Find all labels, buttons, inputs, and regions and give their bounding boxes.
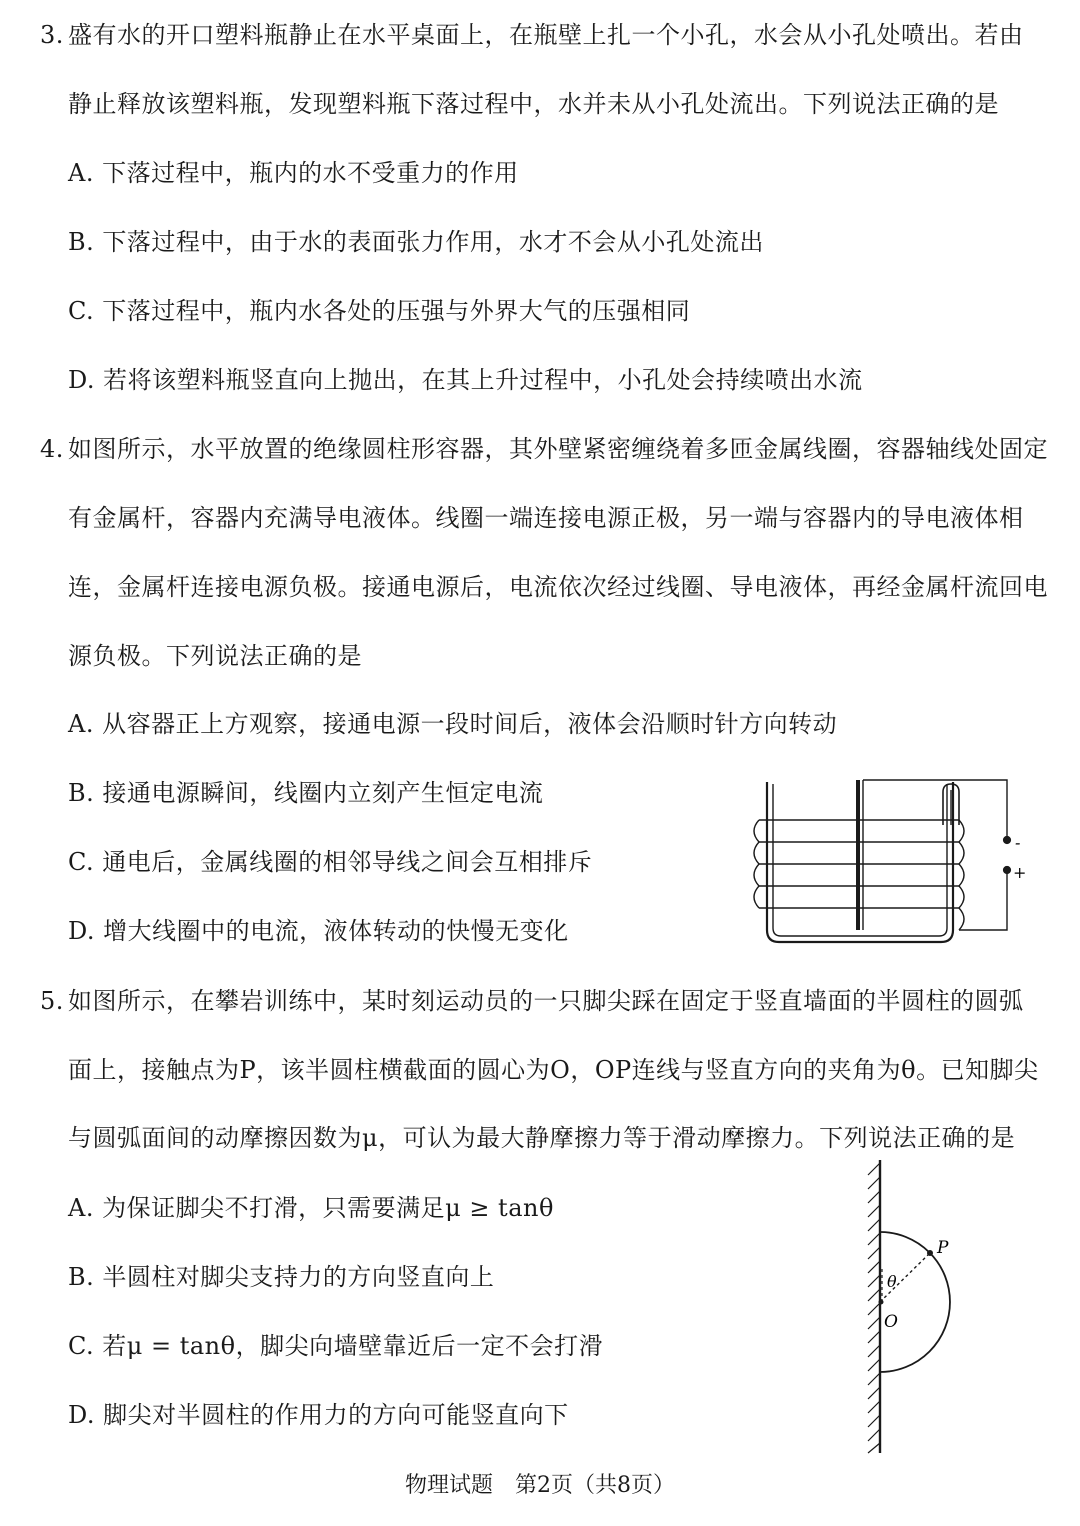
q5-number: 5. xyxy=(40,987,64,1015)
q4-option-a: A. 从容器正上方观察，接通电源一段时间后，液体会沿顺时针方向转动 xyxy=(68,710,838,738)
q5-option-a: A. 为保证脚尖不打滑，只需要满足μ ≥ tanθ xyxy=(68,1194,554,1222)
label-p: P xyxy=(937,1238,949,1258)
q3-option-d: D. 若将该塑料瓶竖直向上抛出，在其上升过程中，小孔处会持续喷出水流 xyxy=(68,366,863,394)
q4-stem-line3: 连，金属杆连接电源负极。接通电源后，电流依次经过线圈、导电液体，再经金属杆流回电 xyxy=(68,573,1048,601)
q3-option-a: A. 下落过程中，瓶内的水不受重力的作用 xyxy=(68,159,519,187)
q3-stem-line2: 静止释放该塑料瓶，发现塑料瓶下落过程中，水并未从小孔处流出。下列说法正确的是 xyxy=(68,90,999,118)
label-theta: θ xyxy=(887,1272,897,1291)
q4-stem-line1: 如图所示，水平放置的绝缘圆柱形容器，其外壁紧密缠绕着多匝金属线圈，容器轴线处固定 xyxy=(68,435,1048,463)
q5-option-b: B. 半圆柱对脚尖支持力的方向竖直向上 xyxy=(68,1263,495,1291)
coil-container-figure xyxy=(745,770,1035,950)
q3-number: 3. xyxy=(40,21,64,49)
q5-option-d: D. 脚尖对半圆柱的作用力的方向可能竖直向下 xyxy=(68,1401,569,1429)
q3-option-b: B. 下落过程中，由于水的表面张力作用，水才不会从小孔处流出 xyxy=(68,228,764,256)
q5-stem-line2: 面上，接触点为P，该半圆柱横截面的圆心为O，OP连线与竖直方向的夹角为θ。已知脚尖 xyxy=(68,1056,1039,1084)
q4-option-b: B. 接通电源瞬间，线圈内立刻产生恒定电流 xyxy=(68,779,544,807)
minus-terminal-label: - xyxy=(1015,833,1021,852)
q4-option-d: D. 增大线圈中的电流，液体转动的快慢无变化 xyxy=(68,917,569,945)
q4-option-c: C. 通电后，金属线圈的相邻导线之间会互相排斥 xyxy=(68,848,593,876)
plus-terminal-label: + xyxy=(1013,863,1027,882)
q4-number: 4. xyxy=(40,435,64,463)
point-o xyxy=(879,1300,884,1305)
label-o: O xyxy=(884,1312,898,1332)
q3-stem-line1: 盛有水的开口塑料瓶静止在水平桌面上，在瓶壁上扎一个小孔，水会从小孔处喷出。若由 xyxy=(68,21,1024,49)
page-footer: 物理试题 第2页（共8页） xyxy=(405,1473,675,1498)
q3-option-c: C. 下落过程中，瓶内水各处的压强与外界大气的压强相同 xyxy=(68,297,691,325)
q4-stem-line2: 有金属杆，容器内充满导电液体。线圈一端连接电源正极，另一端与容器内的导电液体相 xyxy=(68,504,1024,532)
point-p xyxy=(927,1250,933,1256)
q5-option-c: C. 若μ = tanθ，脚尖向墙壁靠近后一定不会打滑 xyxy=(68,1332,604,1360)
q5-stem-line3: 与圆弧面间的动摩擦因数为μ，可认为最大静摩擦力等于滑动摩擦力。下列说法正确的是 xyxy=(68,1124,1016,1152)
q5-stem-line1: 如图所示，在攀岩训练中，某时刻运动员的一只脚尖踩在固定于竖直墙面的半圆柱的圆弧 xyxy=(68,987,1024,1015)
half-cylinder-figure xyxy=(860,1155,970,1460)
q4-stem-line4: 源负极。下列说法正确的是 xyxy=(68,642,362,670)
